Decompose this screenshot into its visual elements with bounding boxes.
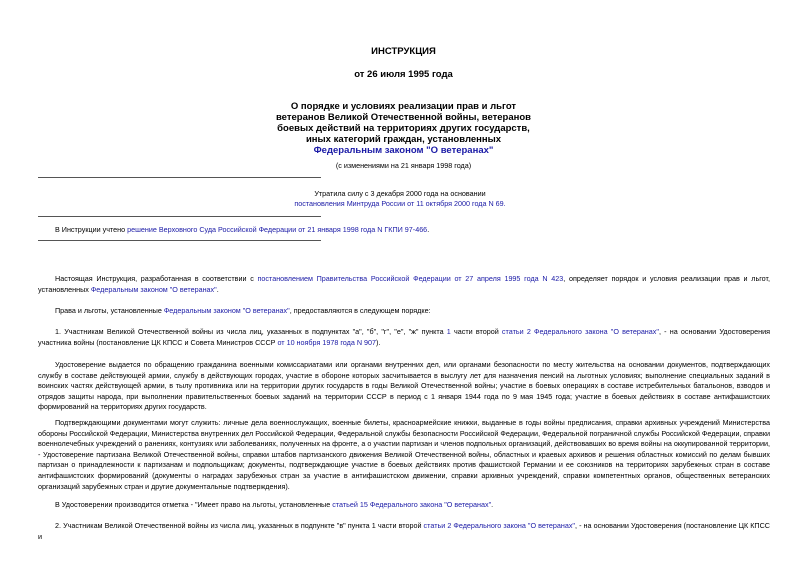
text: Права и льготы, установленные — [55, 306, 164, 315]
article-15-link[interactable]: статьей 15 Федерального закона "О ветеранах" — [332, 500, 492, 509]
text: . — [491, 500, 494, 509]
paragraph-certificate: Удостоверение выдается по обращению гражданина военными комиссариатами или органами внутренних дел, или органами безопасности по месту жительства на основании документов, подтверждающих службу в составе действующей армии, службу в действующих городах, участие в обороне которых засчитывается в выслугу лет для назначения пенсий на льготных условиях; выполнение специальных заданий в воинских частях действующей армии, в тылу противника или на территории других государств в годы Великой Отечественной войны; участие в боевых операциях в составе истребительных батальонов, взводов и отрядов защиты народа, при выполнении правительственных боевых заданий на территории СССР в период с 1 января 1944 года по 9 мая 1945 года; участие в боевых действиях в составе антифашистских формирований на территориях других государств. — [38, 360, 770, 412]
paragraph-mark — [38, 500, 770, 511]
part-1-link[interactable]: 1 — [446, 327, 451, 336]
heading-line: боевых действий на территориях других государств, — [277, 123, 530, 134]
separator — [38, 177, 321, 178]
text: 2. Участникам Великой Отечественной войны из числа лиц, указанных в подпункте "в" пункта 1 части второй — [55, 521, 424, 530]
heading-line: О порядке и условиях реализации прав и льгот — [290, 101, 517, 112]
lost-force-text: Утратила силу с 3 декабря 2000 года на основании — [314, 189, 486, 198]
text: Настоящая Инструкция, разработанная в соответствии с — [55, 274, 258, 283]
paragraph-rights — [38, 306, 770, 317]
court-notice — [55, 225, 615, 235]
ussr-decree-link[interactable]: от 10 ноября 1978 года N 907 — [277, 337, 376, 347]
separator — [38, 240, 321, 241]
document-date: от 26 июля 1995 года — [354, 69, 453, 80]
paragraph-item-1 — [38, 327, 770, 348]
amendments-note: (с изменениями на 21 января 1998 года) — [335, 161, 472, 170]
lost-force-notice — [250, 189, 550, 209]
text: . — [216, 284, 219, 294]
text: , определяет порядок и условия реализации прав и льгот, установленных — [38, 274, 770, 294]
article-2-link[interactable]: статьи 2 Федерального закона "О ветеранах" — [423, 521, 575, 530]
veterans-law-link[interactable]: Федеральным законом "О ветеранах" — [90, 284, 217, 294]
paragraph-intro — [38, 274, 770, 295]
text: ). — [376, 337, 381, 347]
text: В Удостоверении производится отметка - "Имеет право на льготы, установленные — [55, 500, 333, 509]
government-decree-link[interactable]: постановлением Правительства Российской Федерации от 27 апреля 1995 года N 423 — [257, 274, 564, 283]
lost-force-link[interactable]: постановления Минтруда России от 11 октября 2000 года N 69. — [294, 199, 506, 208]
text: , - на основании Удостоверения участника войны (постановление ЦК КПСС и Совета Министров СССР — [38, 327, 771, 347]
article-2-link[interactable]: статьи 2 Федерального закона "О ветеранах" — [501, 327, 659, 336]
separator — [38, 216, 321, 217]
text: части второй — [450, 327, 502, 336]
document-heading — [0, 101, 807, 156]
court-prefix: В Инструкции учтено — [55, 225, 128, 234]
document-title: ИНСТРУКЦИЯ — [371, 46, 436, 57]
veterans-law-link[interactable]: Федеральным законом "О ветеранах" — [163, 306, 290, 315]
heading-law-link[interactable]: Федеральным законом "О ветеранах" — [313, 145, 494, 156]
court-decision-link[interactable]: решение Верховного Суда Российской Федерации от 21 января 1998 года N ГКПИ 97-466 — [127, 225, 428, 234]
text: 1. Участникам Великой Отечественной войны из числа лиц, указанных в подпунктах "а", "б", "г", "е", "ж" пункта — [55, 327, 447, 336]
paragraph-documents: Подтверждающими документами могут служить: личные дела военнослужащих, военные билеты, красноармейские книжки, выданные в годы войны предписания, справки архивных учреждений Министерства обороны Российской Федерации, Министерства внутренних дел Российской Федерации, Федеральной службы безопасности Российской Федерации, Федеральной пограничной службы Российской Федерации, справки военнолечебных учреждений о ранениях, контузиях или заболеваниях, полученных на фронте, а о участии партизан и членов подпольных организаций, действовавших во время войны на оккупированной территории, - Удостоверение партизана Великой Отечественной войны, справки штабов партизанского движения Великой Отечественной войны, областных и краевых архивов и решения областных комиссий по делам бывших партизан о принадлежности к партизанам и подпольщикам; документы, подтверждающие участие в боевых действиях против фашистской Германии и ее союзников на территориях зарубежных стран в составе антифашистских формирований (документы о наградах зарубежных стран за участие в антифашистском движении, справки архивных учреждений, справки компетентных органов, общественных ветеранских организаций зарубежных стран и другие документальные подтверждения). — [38, 418, 770, 491]
court-suffix: . — [427, 225, 430, 234]
paragraph-item-2 — [38, 521, 770, 542]
text: , предоставляются в следующем порядке: — [289, 306, 431, 315]
heading-line: иных категорий граждан, установленных — [305, 134, 502, 145]
heading-line: ветеранов Великой Отечественной войны, ветеранов — [275, 112, 532, 123]
text: , - на основании Удостоверения (постановление ЦК КПСС и — [38, 521, 770, 541]
